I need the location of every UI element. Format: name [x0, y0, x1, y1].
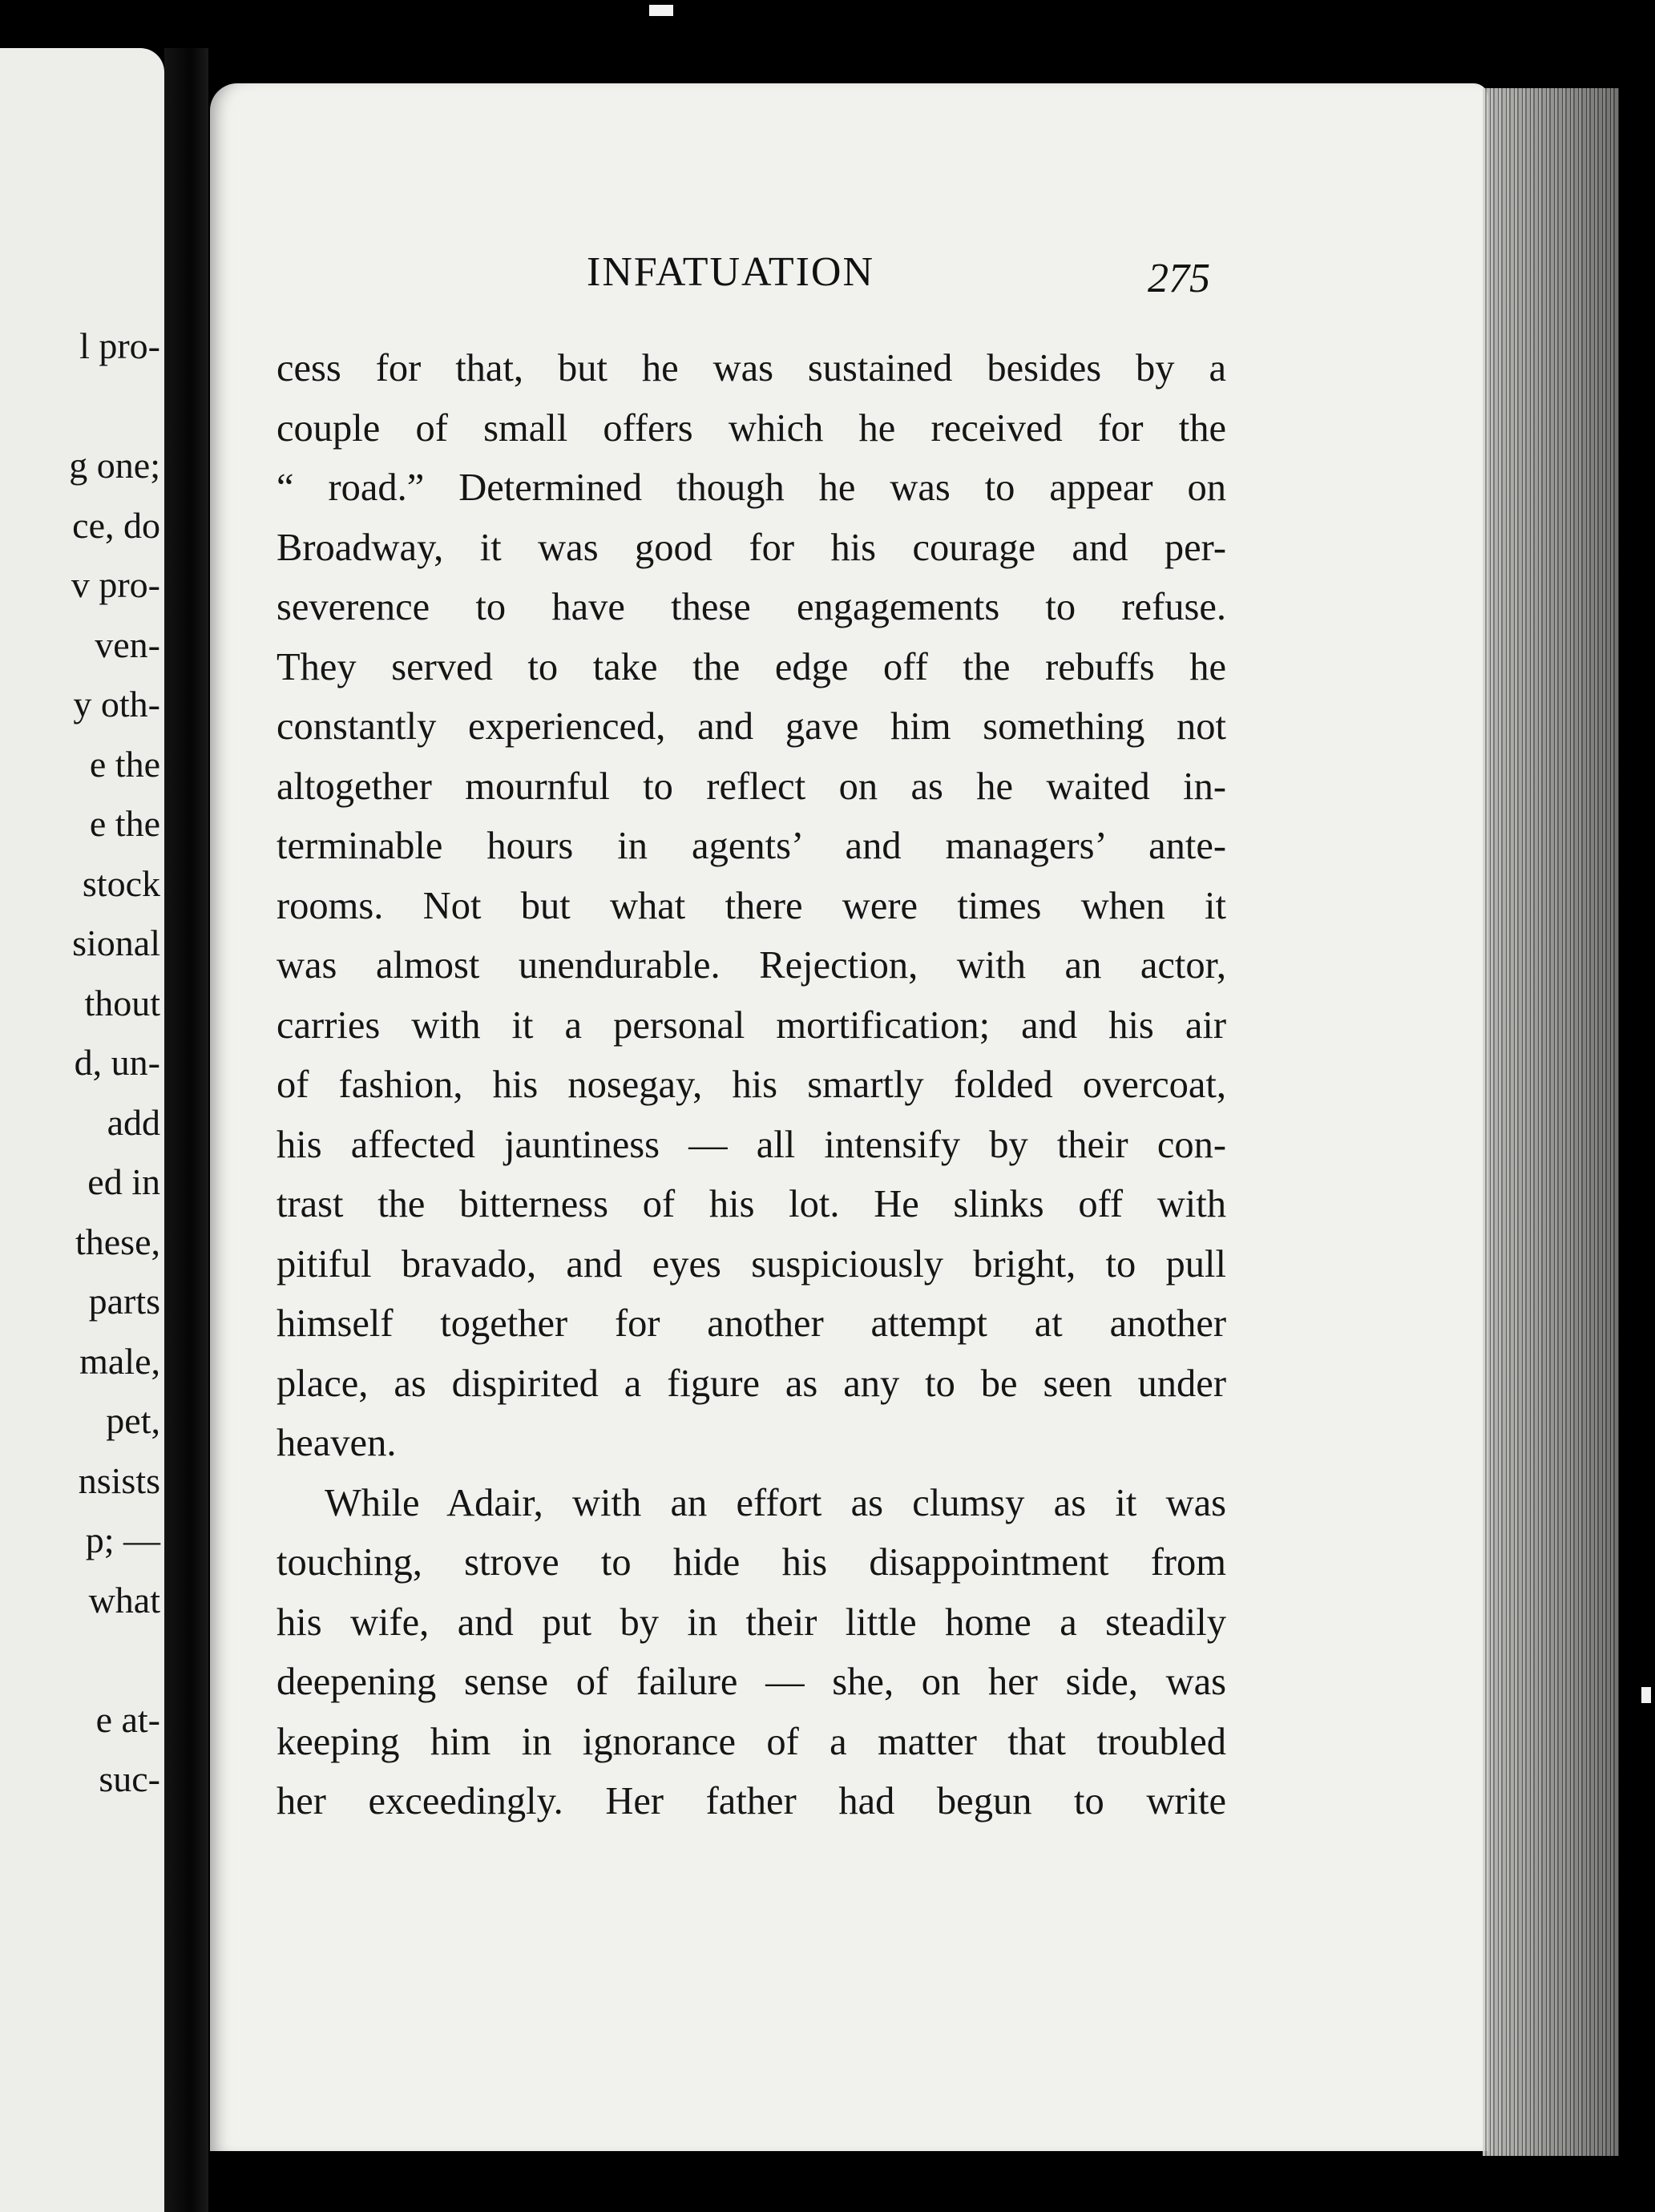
text-line: severence to have these engagements to refuse. — [277, 586, 1226, 628]
left-line: add — [107, 1101, 160, 1143]
text-line: They served to take the edge off the rebuffs he — [277, 645, 1226, 688]
text-line: deepening sense of failure — she, on her side, was — [277, 1661, 1226, 1703]
text-line: terminable hours in agents’ and managers’ ante- — [277, 825, 1226, 867]
text-line: “ road.” Determined though he was to appear on — [277, 466, 1226, 509]
left-line: male, — [79, 1340, 160, 1382]
left-page-text — [0, 317, 160, 1810]
left-line: thout — [84, 982, 160, 1023]
text-line: place, as dispirited a figure as any to be seen under — [277, 1362, 1226, 1405]
text-line: altogether mournful to reflect on as he waited in- — [277, 765, 1226, 808]
left-line: e at- — [95, 1698, 160, 1740]
left-line: ce, do — [72, 504, 160, 546]
text-line: her exceedingly. Her father had begun to write — [277, 1780, 1226, 1822]
running-head: INFATUATION — [587, 249, 875, 295]
text-line: himself together for another attempt at another — [277, 1302, 1226, 1345]
text-line: touching, strove to hide his disappointment from — [277, 1541, 1226, 1584]
book-gutter — [164, 48, 208, 2212]
text-line: cess for that, but he was sustained besides by a — [277, 347, 1226, 390]
scan-artifact — [649, 5, 673, 16]
left-line: l pro- — [79, 325, 160, 366]
left-line: suc- — [99, 1758, 160, 1799]
scan-artifact — [1641, 1687, 1651, 1703]
left-line: ed in — [87, 1161, 160, 1202]
left-line: v pro- — [71, 564, 160, 605]
text-line: keeping him in ignorance of a matter that troubled — [277, 1720, 1226, 1763]
text-line: his affected jauntiness — all intensify by their con- — [277, 1123, 1226, 1166]
left-line: stock — [82, 862, 160, 904]
left-line: what — [88, 1579, 160, 1621]
text-line: of fashion, his nosegay, his smartly folded overcoat, — [277, 1064, 1226, 1106]
body-text — [277, 339, 1226, 1832]
left-line: g one; — [69, 445, 160, 486]
text-line: heaven. — [277, 1422, 397, 1464]
left-line: these, — [75, 1221, 160, 1262]
text-line: constantly experienced, and gave him something not — [277, 705, 1226, 748]
text-line: pitiful bravado, and eyes suspiciously bright, to pull — [277, 1242, 1226, 1286]
text-line: Broadway, it was good for his courage and per- — [277, 526, 1226, 569]
left-line: ven- — [95, 624, 160, 665]
left-line: y oth- — [73, 684, 160, 725]
text-line: carries with it a personal mortification; and his air — [277, 1003, 1226, 1047]
text-line: was almost unendurable. Rejection, with an actor, — [277, 944, 1226, 987]
page-number: 275 — [1148, 256, 1210, 301]
text-line: couple of small offers which he received for the — [277, 406, 1226, 450]
page-header — [210, 240, 1488, 305]
left-line: e the — [89, 743, 160, 785]
left-line — [0, 1630, 160, 1690]
left-line: p; — — [85, 1520, 160, 1560]
text-line: While Adair, with an effort as clumsy as it was — [325, 1481, 1226, 1524]
text-line: his wife, and put by in their little home a steadily — [277, 1600, 1226, 1644]
left-line: sional — [72, 922, 160, 963]
left-line: nsists — [78, 1459, 160, 1501]
text-line: trast the bitterness of his lot. He slinks off with — [277, 1183, 1226, 1225]
left-line — [0, 377, 160, 437]
left-line: e the — [89, 803, 160, 844]
left-line: d, un- — [74, 1042, 160, 1083]
page-edges-shadow — [1483, 88, 1619, 2156]
left-line: pet, — [106, 1400, 160, 1441]
left-line: parts — [88, 1281, 160, 1322]
text-line: rooms. Not but what there were times when it — [277, 884, 1226, 927]
